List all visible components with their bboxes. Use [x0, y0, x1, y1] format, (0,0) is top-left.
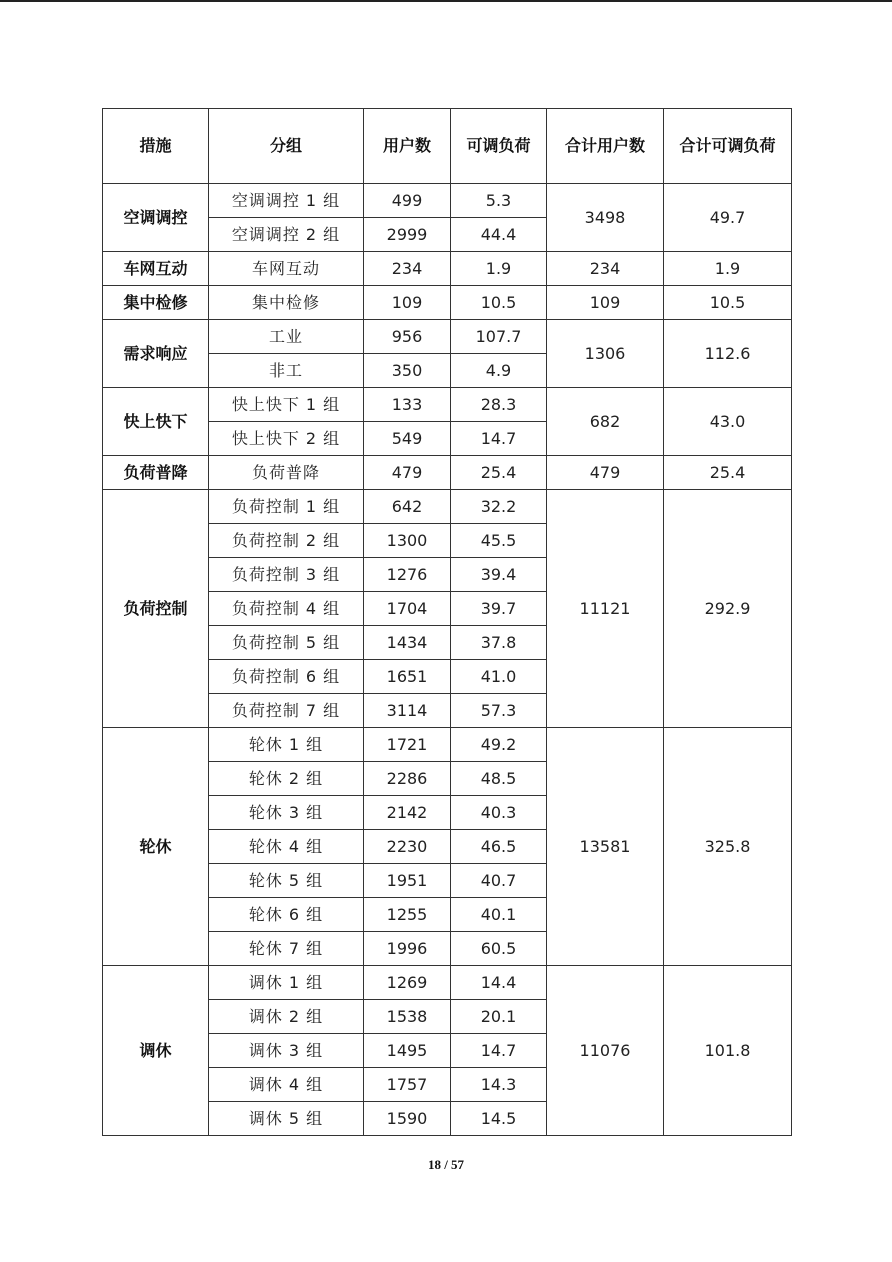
load-cell: 14.7: [451, 422, 547, 456]
header-users: 用户数: [364, 109, 451, 184]
group-cell: 调休 1 组: [209, 966, 364, 1000]
total-load-cell: 325.8: [664, 728, 792, 966]
users-cell: 1704: [364, 592, 451, 626]
header-load: 可调负荷: [451, 109, 547, 184]
header-measure: 措施: [103, 109, 209, 184]
users-cell: 1495: [364, 1034, 451, 1068]
header-group: 分组: [209, 109, 364, 184]
table-row: [103, 728, 792, 762]
group-cell: 轮休 6 组: [209, 898, 364, 932]
load-cell: 45.5: [451, 524, 547, 558]
measure-cell: 集中检修: [103, 286, 209, 320]
load-cell: 20.1: [451, 1000, 547, 1034]
group-cell: 负荷控制 5 组: [209, 626, 364, 660]
users-cell: 1590: [364, 1102, 451, 1136]
page-number: 18 / 57: [427, 1157, 465, 1172]
load-cell: 10.5: [451, 286, 547, 320]
users-cell: 499: [364, 184, 451, 218]
group-cell: 负荷控制 6 组: [209, 660, 364, 694]
load-cell: 14.3: [451, 1068, 547, 1102]
total-users-cell: 682: [547, 388, 664, 456]
load-cell: 25.4: [451, 456, 547, 490]
load-cell: 57.3: [451, 694, 547, 728]
total-load-cell: 112.6: [664, 320, 792, 388]
measure-cell: 负荷控制: [103, 490, 209, 728]
load-cell: 40.7: [451, 864, 547, 898]
measure-cell: 空调调控: [103, 184, 209, 252]
group-cell: 轮休 3 组: [209, 796, 364, 830]
load-cell: 37.8: [451, 626, 547, 660]
users-cell: 1951: [364, 864, 451, 898]
load-cell: 49.2: [451, 728, 547, 762]
total-load-cell: 25.4: [664, 456, 792, 490]
group-cell: 快上快下 1 组: [209, 388, 364, 422]
users-cell: 1434: [364, 626, 451, 660]
group-cell: 快上快下 2 组: [209, 422, 364, 456]
users-cell: 1651: [364, 660, 451, 694]
table-row: [103, 184, 792, 218]
load-cell: 14.5: [451, 1102, 547, 1136]
load-cell: 1.9: [451, 252, 547, 286]
group-cell: 集中检修: [209, 286, 364, 320]
table-row: [103, 490, 792, 524]
users-cell: 350: [364, 354, 451, 388]
group-cell: 负荷控制 4 组: [209, 592, 364, 626]
load-cell: 28.3: [451, 388, 547, 422]
total-users-cell: 11076: [547, 966, 664, 1136]
table-header-row: [103, 109, 792, 184]
group-cell: 轮休 1 组: [209, 728, 364, 762]
load-cell: 5.3: [451, 184, 547, 218]
group-cell: 空调调控 1 组: [209, 184, 364, 218]
group-cell: 工业: [209, 320, 364, 354]
users-cell: 1996: [364, 932, 451, 966]
group-cell: 轮休 7 组: [209, 932, 364, 966]
load-cell: 32.2: [451, 490, 547, 524]
total-users-cell: 11121: [547, 490, 664, 728]
group-cell: 负荷普降: [209, 456, 364, 490]
load-cell: 48.5: [451, 762, 547, 796]
users-cell: 109: [364, 286, 451, 320]
table-row: [103, 388, 792, 422]
table-row: [103, 252, 792, 286]
measure-cell: 快上快下: [103, 388, 209, 456]
group-cell: 负荷控制 7 组: [209, 694, 364, 728]
load-cell: 39.7: [451, 592, 547, 626]
measure-cell: 调休: [103, 966, 209, 1136]
users-cell: 3114: [364, 694, 451, 728]
total-load-cell: 49.7: [664, 184, 792, 252]
group-cell: 调休 3 组: [209, 1034, 364, 1068]
users-cell: 1721: [364, 728, 451, 762]
group-cell: 空调调控 2 组: [209, 218, 364, 252]
users-cell: 1300: [364, 524, 451, 558]
users-cell: 642: [364, 490, 451, 524]
users-cell: 479: [364, 456, 451, 490]
header-total-users: 合计用户数: [547, 109, 664, 184]
measure-cell: 轮休: [103, 728, 209, 966]
users-cell: 2999: [364, 218, 451, 252]
group-cell: 调休 5 组: [209, 1102, 364, 1136]
measure-cell: 负荷普降: [103, 456, 209, 490]
measures-table: [102, 108, 792, 1136]
load-cell: 40.3: [451, 796, 547, 830]
users-cell: 549: [364, 422, 451, 456]
table-row: [103, 966, 792, 1000]
users-cell: 1276: [364, 558, 451, 592]
top-border-line: [0, 0, 892, 2]
total-load-cell: 101.8: [664, 966, 792, 1136]
users-cell: 1255: [364, 898, 451, 932]
measure-cell: 需求响应: [103, 320, 209, 388]
load-cell: 107.7: [451, 320, 547, 354]
total-users-cell: 234: [547, 252, 664, 286]
table-row: [103, 456, 792, 490]
group-cell: 负荷控制 2 组: [209, 524, 364, 558]
users-cell: 234: [364, 252, 451, 286]
load-cell: 44.4: [451, 218, 547, 252]
group-cell: 轮休 4 组: [209, 830, 364, 864]
load-cell: 39.4: [451, 558, 547, 592]
table-body: [103, 184, 792, 1136]
group-cell: 非工: [209, 354, 364, 388]
total-load-cell: 10.5: [664, 286, 792, 320]
group-cell: 调休 4 组: [209, 1068, 364, 1102]
load-cell: 14.4: [451, 966, 547, 1000]
users-cell: 1269: [364, 966, 451, 1000]
load-cell: 4.9: [451, 354, 547, 388]
total-load-cell: 1.9: [664, 252, 792, 286]
load-cell: 41.0: [451, 660, 547, 694]
load-cell: 14.7: [451, 1034, 547, 1068]
users-cell: 1538: [364, 1000, 451, 1034]
users-cell: 956: [364, 320, 451, 354]
group-cell: 负荷控制 3 组: [209, 558, 364, 592]
header-total-load: 合计可调负荷: [664, 109, 792, 184]
total-users-cell: 13581: [547, 728, 664, 966]
users-cell: 2286: [364, 762, 451, 796]
group-cell: 车网互动: [209, 252, 364, 286]
group-cell: 轮休 2 组: [209, 762, 364, 796]
users-cell: 2230: [364, 830, 451, 864]
table-row: [103, 320, 792, 354]
group-cell: 负荷控制 1 组: [209, 490, 364, 524]
users-cell: 133: [364, 388, 451, 422]
load-cell: 46.5: [451, 830, 547, 864]
total-load-cell: 292.9: [664, 490, 792, 728]
users-cell: 1757: [364, 1068, 451, 1102]
load-cell: 60.5: [451, 932, 547, 966]
total-users-cell: 3498: [547, 184, 664, 252]
group-cell: 轮休 5 组: [209, 864, 364, 898]
table-row: [103, 286, 792, 320]
users-cell: 2142: [364, 796, 451, 830]
total-users-cell: 109: [547, 286, 664, 320]
group-cell: 调休 2 组: [209, 1000, 364, 1034]
total-load-cell: 43.0: [664, 388, 792, 456]
measure-cell: 车网互动: [103, 252, 209, 286]
total-users-cell: 479: [547, 456, 664, 490]
load-cell: 40.1: [451, 898, 547, 932]
total-users-cell: 1306: [547, 320, 664, 388]
